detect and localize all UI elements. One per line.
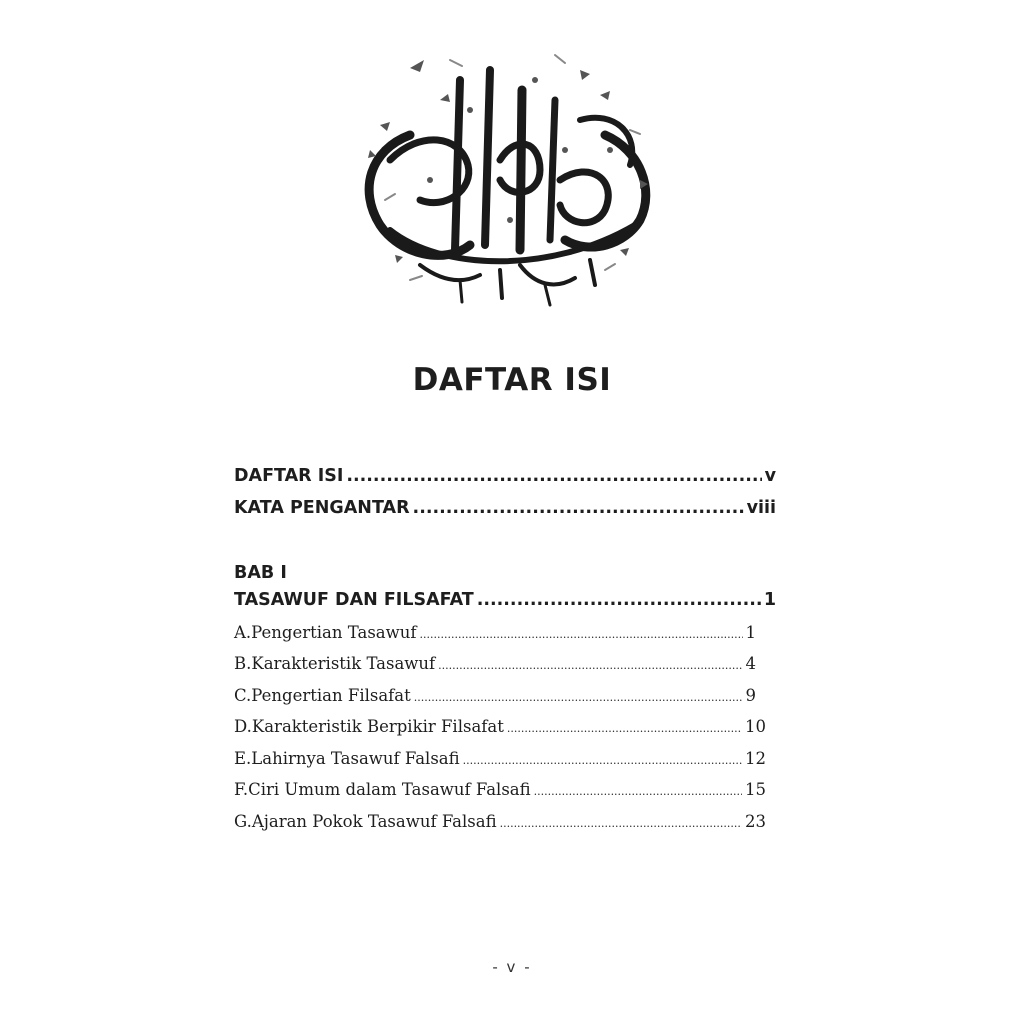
toc-item-label: Ciri Umum dalam Tasawuf Falsafi	[248, 780, 531, 799]
dot-leader	[346, 466, 761, 486]
page-number-footer: - v -	[492, 958, 532, 976]
toc-item-page: 15	[745, 780, 766, 799]
toc-entry-label: DAFTAR ISI	[234, 466, 344, 486]
toc-item-page: 23	[745, 812, 766, 831]
toc-entry-page: 1	[763, 590, 776, 610]
toc-item-a[interactable]	[234, 623, 756, 642]
toc-item-label: Pengertian Tasawuf	[251, 623, 417, 642]
toc-item-page: 1	[745, 623, 756, 642]
dot-leader	[477, 590, 761, 610]
toc-item-label: Ajaran Pokok Tasawuf Falsafi	[251, 812, 497, 831]
dot-leader	[413, 498, 744, 518]
toc-item-letter: F.	[234, 780, 249, 799]
toc-item-b[interactable]	[234, 654, 756, 673]
toc-item-letter: G.	[234, 812, 252, 831]
toc-entry-chapter-title[interactable]	[234, 590, 776, 610]
toc-item-letter: A.	[234, 623, 252, 642]
toc-item-page: 10	[745, 717, 766, 736]
toc-item-g[interactable]	[234, 812, 766, 831]
toc-entry-page: v	[764, 466, 776, 486]
dot-leader	[463, 754, 742, 767]
toc-entry-label: TASAWUF DAN FILSAFAT	[234, 590, 474, 610]
toc-item-label: Karakteristik Tasawuf	[251, 654, 436, 673]
dot-leader	[500, 817, 742, 830]
dot-leader	[507, 722, 742, 735]
toc-item-label: Karakteristik Berpikir Filsafat	[251, 717, 504, 736]
toc-item-letter: C.	[234, 686, 252, 705]
dot-leader	[534, 785, 742, 798]
toc-item-e[interactable]	[234, 749, 766, 768]
toc-entry-kata-pengantar[interactable]	[234, 498, 776, 518]
toc-item-letter: D.	[234, 717, 252, 736]
dot-leader	[414, 691, 743, 704]
toc-item-page: 4	[745, 654, 756, 673]
toc-entry-daftar-isi[interactable]	[234, 466, 776, 486]
toc-item-f[interactable]	[234, 780, 766, 799]
toc-item-page: 9	[745, 686, 756, 705]
arabic-calligraphy-emblem-icon	[350, 40, 666, 310]
toc-item-label: Pengertian Filsafat	[251, 686, 411, 705]
dot-leader	[438, 659, 742, 672]
toc-item-c[interactable]	[234, 686, 756, 705]
toc-item-page: 12	[745, 749, 766, 768]
toc-entry-page: viii	[746, 498, 776, 518]
toc-item-letter: B.	[234, 654, 252, 673]
dot-leader	[419, 628, 742, 641]
toc-item-label: Lahirnya Tasawuf Falsafi	[251, 749, 460, 768]
toc-item-d[interactable]	[234, 717, 766, 736]
toc-entry-label: KATA PENGANTAR	[234, 498, 410, 518]
toc-item-letter: E.	[234, 749, 252, 768]
page-title: DAFTAR ISI	[412, 362, 612, 398]
chapter-number: BAB I	[234, 563, 287, 583]
